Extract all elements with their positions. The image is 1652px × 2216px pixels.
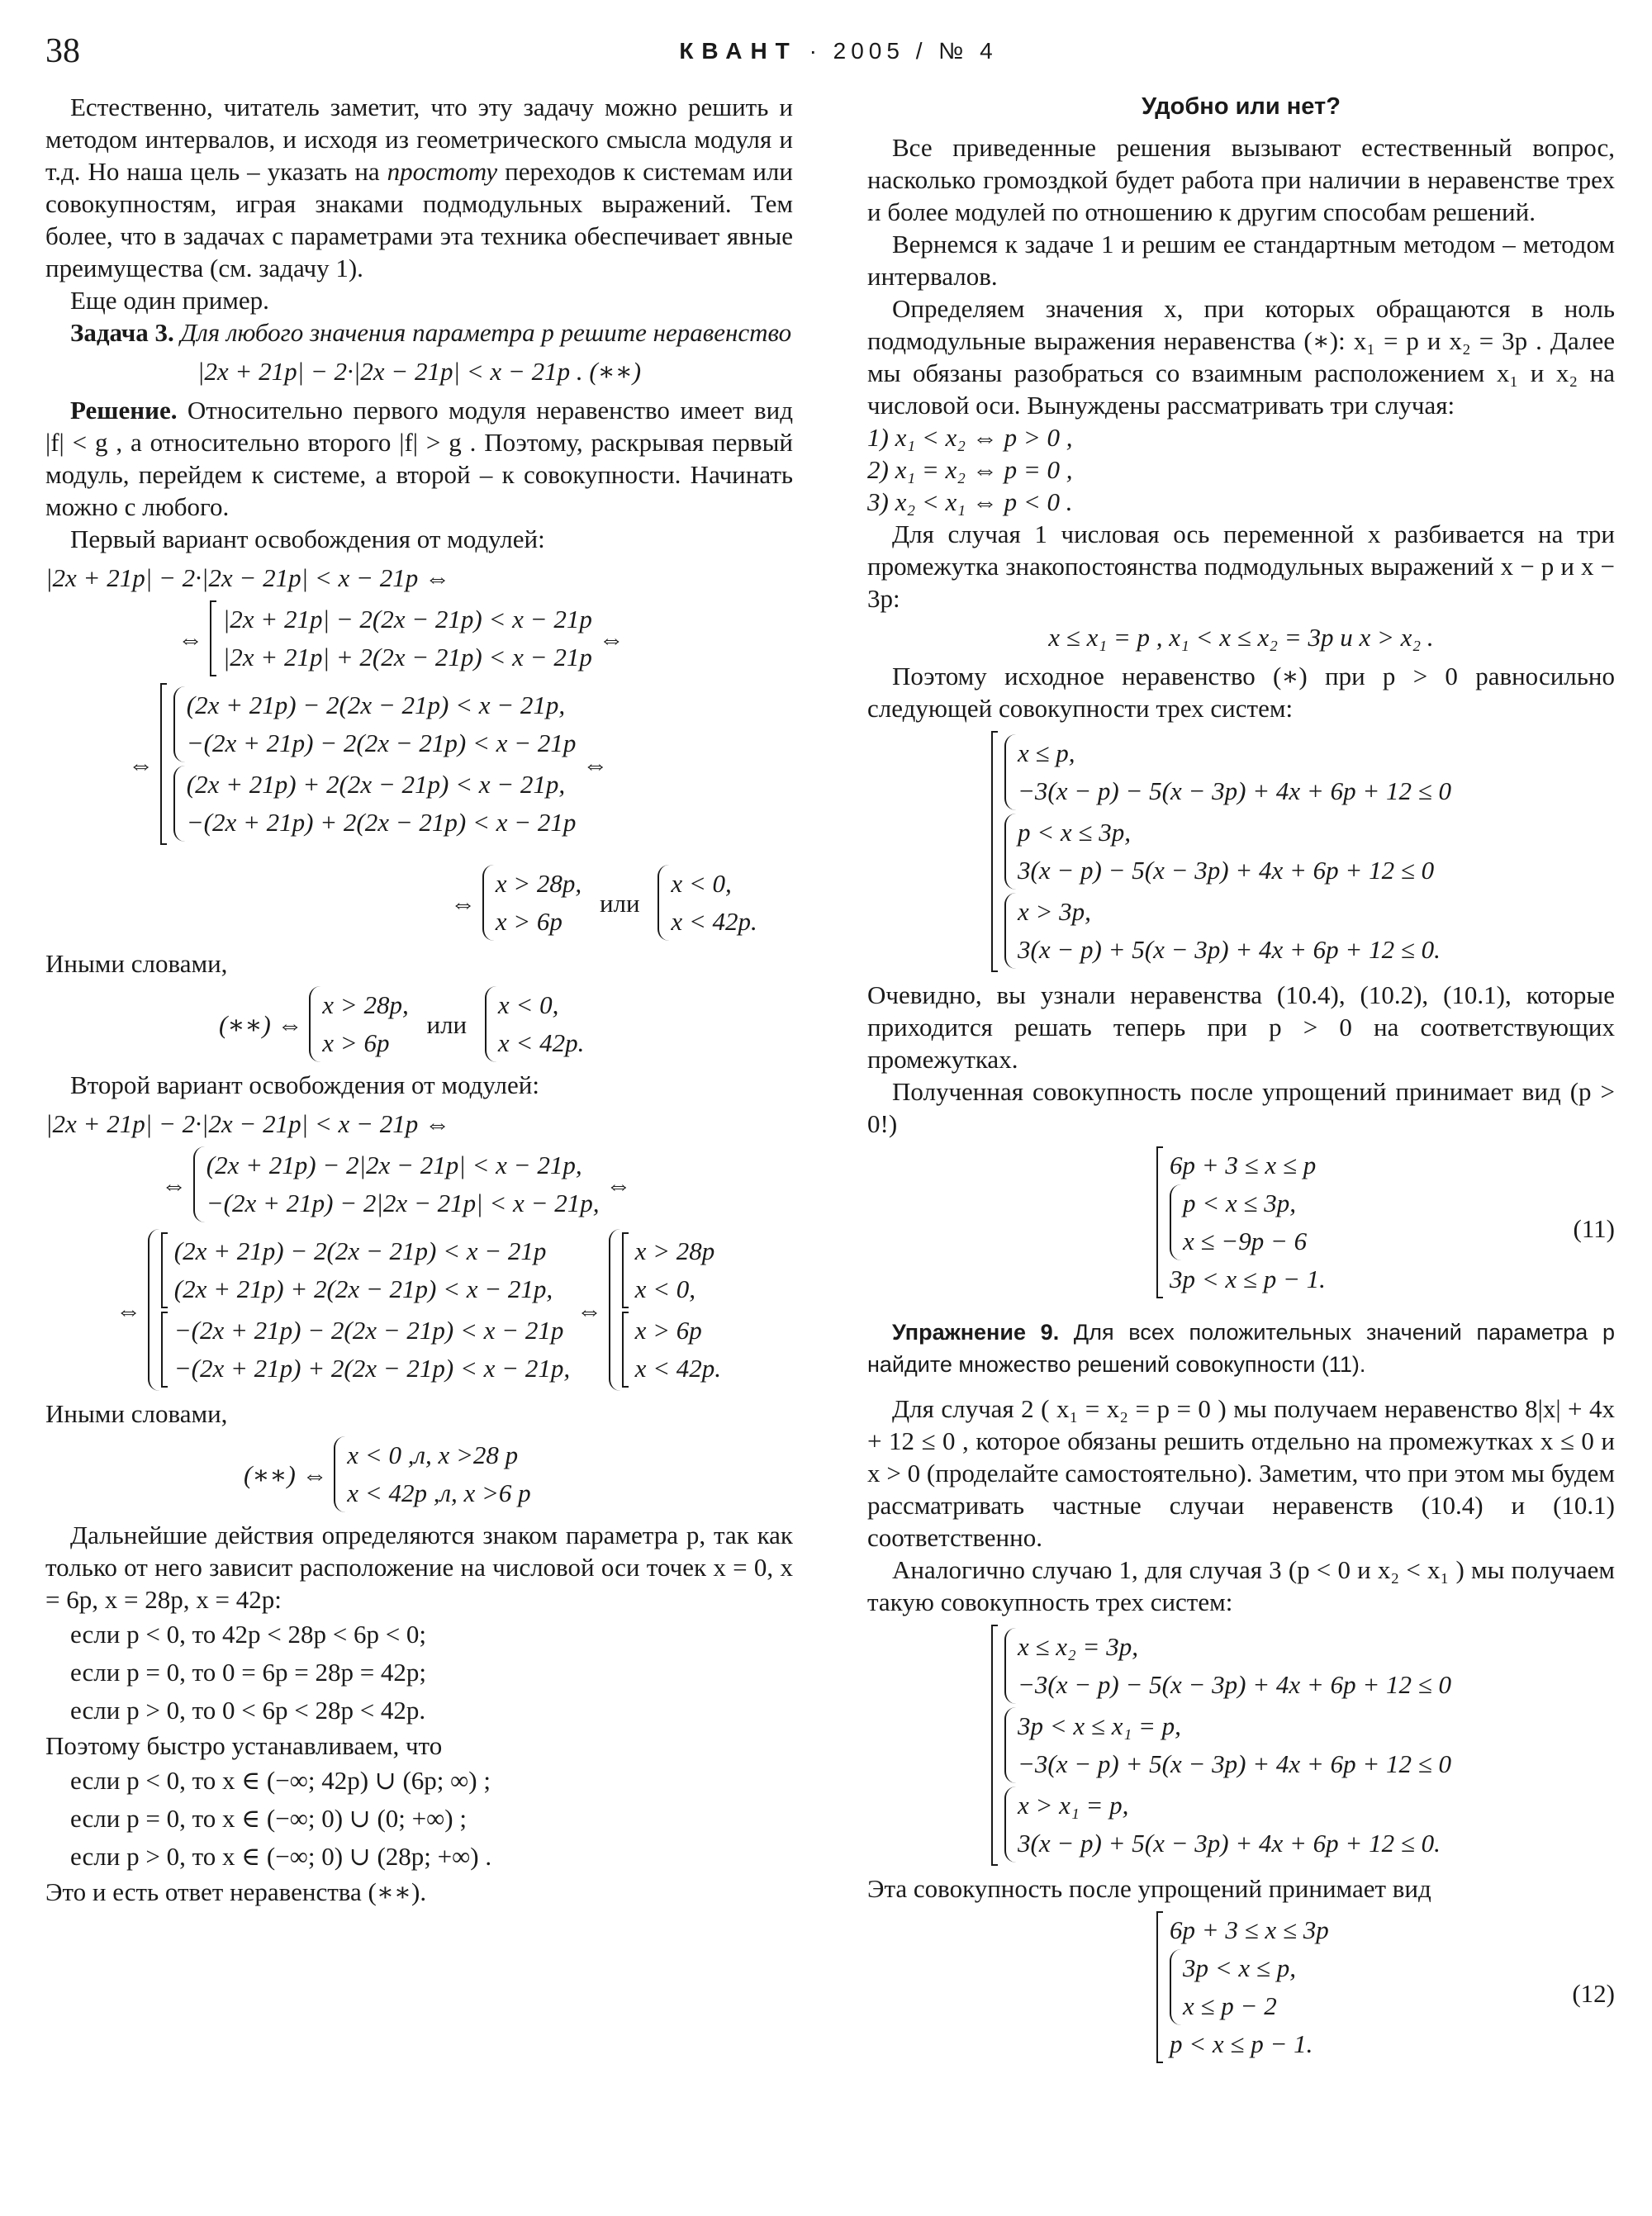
task-text: Для любого значения параметра p решите неравенство [180, 318, 792, 347]
formula-block [867, 1146, 1615, 1298]
brace-system [193, 1146, 600, 1222]
brace-system [334, 1436, 530, 1512]
text: или [426, 1009, 468, 1039]
paragraph [45, 91, 793, 284]
paragraph: Очевидно, вы узнали неравенства (10.4), (10.2), (10.1), которые приходится решать теперь при p > 0 на соответствующих промежутках. [867, 980, 1615, 1074]
brace-system [1170, 1949, 1329, 2025]
formula-line: x < 42p. [497, 1028, 585, 1057]
formula-line: 6p + 3 ≤ x ≤ p [1170, 1151, 1317, 1179]
formula-block [45, 986, 793, 1062]
formula-part: (∗∗) ⇔ [244, 1459, 328, 1489]
solution [45, 394, 793, 523]
formula-line: x > 28p, [322, 990, 409, 1019]
equation-number: (11) [1573, 1214, 1615, 1243]
text: Естественно, читатель заметит, что эту задачу можно решить и методом интервалов, и исходя из геометрического смысла модуля и т.д. Но наша цель – указать на [45, 93, 793, 186]
case-line: 1) x₁ < x₂ ⇔ p > 0 , [867, 423, 1073, 452]
paragraph: Поэтому быстро устанавливаем, что [45, 1731, 443, 1760]
case-line: если p = 0, то 0 = 6p = 28p = 42p; [70, 1658, 427, 1687]
formula-line: −(2x + 21p) − 2(2x − 21p) < x − 21p [173, 1316, 564, 1345]
formula-line: −3(x − p) − 5(x − 3p) + 4x + 6p + 12 ≤ 0 [1018, 1670, 1452, 1699]
formula-line: 6p + 3 ≤ x ≤ 3p [1170, 1915, 1329, 1944]
formula-block: ⇔ |2x + 21p| − 2(2x − 21p) < x − 21p |2x + 21p| + 2(2x − 21p) < x − 21p ⇔ [45, 600, 793, 676]
equation-number: (12) [1572, 1979, 1615, 2008]
paragraph: Вернемся к задаче 1 и решим ее стандартным методом – методом интервалов. [867, 230, 1615, 291]
main-inequality: |2x + 21p| − 2·|2x − 21p| < x − 21p . (∗∗) [197, 357, 642, 386]
paragraph: Поэтому исходное неравенство (∗) при p > 0 равносильно следующей совокупности трех систем: [867, 662, 1615, 723]
bracket-set [622, 1312, 721, 1388]
emphasis: простоту [387, 157, 498, 186]
exercise-label: Упражнение 9. [892, 1320, 1060, 1345]
formula-line: p < x ≤ 3p, [1183, 1189, 1296, 1217]
formula-line: x > 6p [495, 907, 563, 936]
page-header [45, 31, 1631, 81]
formula-line: x ≤ p, [1018, 738, 1075, 767]
formula-line: (2x + 21p) + 2(2x − 21p) < x − 21p, [186, 770, 566, 799]
formula-line: (2x + 21p) − 2|2x − 21p| < x − 21p, [206, 1151, 582, 1179]
formula-line: (2x + 21p) − 2(2x − 21p) < x − 21p [173, 1236, 547, 1265]
formula-block: ⇔ (2x + 21p) − 2(2x − 21p) < x − 21p, −(2x + 21p) − 2(2x − 21p) < x − 21p (2x + 21p) + 2(2x − 21p) < x − 21p, −(2x + 21p) + 2(2x − 21p) < x − 21p ⇔ [45, 683, 793, 845]
formula-line: p < x ≤ p − 1. [1170, 2029, 1313, 2058]
bracket-set [1156, 1911, 1329, 2063]
formula-line: x < 0 ,л, x >28 p [347, 1440, 519, 1469]
journal-issue: · 2005 / № 4 [809, 38, 998, 64]
formula-line: −3(x − p) − 5(x − 3p) + 4x + 6p + 12 ≤ 0 [1018, 776, 1452, 805]
case-line: если p < 0, то 42p < 28p < 6p < 0; [70, 1620, 427, 1649]
formula-block: ⇔ (2x + 21p) − 2|2x − 21p| < x − 21p, −(2x + 21p) − 2|2x − 21p| < x − 21p, ⇔ [45, 1146, 793, 1222]
task-3 [45, 316, 793, 349]
case-line: если p > 0, то 0 < 6p < 28p < 42p. [70, 1696, 426, 1725]
formula-line: 3(x − p) − 5(x − 3p) + 4x + 6p + 12 ≤ 0 [1018, 856, 1435, 885]
formula-line: x > 28p, [495, 869, 582, 898]
bracket-set [161, 1232, 570, 1308]
paragraph: Это и есть ответ неравенства (∗∗). [45, 1877, 427, 1906]
brace-system [1004, 814, 1451, 890]
paragraph: Определяем значения x, при которых обращаются в ноль подмодульные выражения неравенства (∗): x₁ = p и x₂ = 3p . Далее мы обязаны разобраться со взаимным расположением x₁ и x₂ на числовой оси. Вынуждены рассматривать три случая: [867, 294, 1615, 420]
bracket-set [991, 731, 1451, 972]
answer-line: если p = 0, то x ∈ (−∞; 0) ∪ (0; +∞) ; [70, 1804, 467, 1833]
brace-system [482, 865, 582, 941]
formula-line: x < 42p. [634, 1354, 722, 1383]
formula-line: x > 6p [322, 1028, 390, 1057]
text: переходов к системам или совокупностям, играя знаками подмодульных выражений. Тем более, что в задачах с параметрами эта техника обеспечивает явные преимущества (см. задачу 1). [45, 157, 793, 282]
formula-part: (∗∗) ⇔ [219, 1009, 303, 1039]
exercise-9 [867, 1317, 1615, 1381]
paragraph: Дальнейшие действия определяются знаком параметра p, так как только от него зависит расположение на числовой оси точек x = 0, x = 6p, x = 28p, x = 42p: [45, 1521, 793, 1614]
formula-line: x > 28p [634, 1236, 715, 1265]
formula-block [867, 731, 1615, 972]
bracket-set [210, 600, 592, 676]
brace-set [148, 1229, 570, 1391]
formula-line: 3p < x ≤ x₁ = p, [1018, 1711, 1181, 1740]
brace-system [1004, 734, 1451, 810]
paragraph: Аналогично случаю 1, для случая 3 (p < 0 и x₂ < x₁ ) мы получаем такую совокупность трех систем: [867, 1555, 1615, 1616]
formula: |2x + 21p| − 2·|2x − 21p| < x − 21p ⇔ [45, 1109, 450, 1138]
formula: x ≤ x₁ = p , x₁ < x ≤ x₂ = 3p и x > x₂ . [1048, 623, 1434, 652]
bracket-set [991, 1625, 1451, 1866]
text: или [599, 888, 640, 918]
section-title: Удобно или нет? [1142, 93, 1341, 120]
brace-system [1004, 1628, 1451, 1704]
brace-system [1170, 1184, 1326, 1260]
paragraph: Полученная совокупность после упрощений принимает вид (p > 0!) [867, 1077, 1615, 1138]
paragraph: Эта совокупность после упрощений принимает вид [867, 1874, 1431, 1903]
brace-system [173, 766, 577, 842]
bracket-set [622, 1232, 721, 1308]
journal-name: КВАНТ [679, 38, 798, 64]
formula-line: x ≤ −9p − 6 [1183, 1227, 1308, 1255]
formula-line: x < 0, [671, 869, 732, 898]
bracket-set [161, 1312, 570, 1388]
task-label: Задача 3. [70, 318, 174, 347]
formula-line: −3(x − p) + 5(x − 3p) + 4x + 6p + 12 ≤ 0 [1018, 1749, 1452, 1778]
formula-line: x ≤ x₂ = 3p, [1018, 1632, 1138, 1661]
formula-line: x < 42p ,л, x >6 p [347, 1478, 531, 1507]
formula-line: −(2x + 21p) + 2(2x − 21p) < x − 21p, [173, 1354, 571, 1383]
paragraph: Второй вариант освобождения от модулей: [70, 1070, 539, 1099]
case-line: 2) x₁ = x₂ ⇔ p = 0 , [867, 455, 1073, 484]
formula-line: 3p < x ≤ p − 1. [1170, 1265, 1326, 1293]
answer-line: если p > 0, то x ∈ (−∞; 0) ∪ (28p; +∞) . [70, 1842, 492, 1871]
brace-system [485, 986, 584, 1062]
formula-block: ⇔ x > 28p, x > 6p или x < 0, x < 42p. [45, 865, 793, 941]
formula-line: (2x + 21p) − 2(2x − 21p) < x − 21p, [186, 690, 566, 719]
brace-system [1004, 1787, 1451, 1862]
formula: |2x + 21p| − 2·|2x − 21p| < x − 21p ⇔ [45, 563, 450, 592]
right-column [867, 91, 1615, 2070]
formula-block [867, 1625, 1615, 1866]
formula-line: x ≤ p − 2 [1183, 1991, 1277, 2020]
formula-line: 3(x − p) + 5(x − 3p) + 4x + 6p + 12 ≤ 0. [1018, 1829, 1441, 1858]
text: Относительно первого модуля неравенство имеет вид |f| < g , а относительно второго |f| > g . Поэтому, раскрывая первый модуль, перейдем к системе, а второй – к совокупности. Начинать можно с любого. [45, 396, 793, 521]
formula-line: |2x + 21p| − 2(2x − 21p) < x − 21p [222, 605, 592, 633]
formula-line: x > x₁ = p, [1018, 1791, 1129, 1820]
formula-line: x > 3p, [1018, 897, 1091, 926]
formula-line: x < 0, [497, 990, 559, 1019]
paragraph: Для случая 2 ( x₁ = x₂ = p = 0 ) мы получаем неравенство 8|x| + 4x + 12 ≤ 0 , которое обязаны решить отдельно на промежутках x ≤ 0 и x > 0 (проделайте самостоятельно). Заметим, что при этом мы будем рассматривать частные случаи неравенств (10.4) и (10.1) соответственно. [867, 1394, 1615, 1552]
solution-label: Решение. [70, 396, 178, 425]
formula-line: −(2x + 21p) − 2|2x − 21p| < x − 21p, [206, 1189, 600, 1217]
page-number: 38 [45, 32, 80, 70]
brace-system [1004, 1707, 1451, 1783]
formula-line: −(2x + 21p) − 2(2x − 21p) < x − 21p [186, 728, 577, 757]
brace-system [309, 986, 408, 1062]
paragraph: Первый вариант освобождения от модулей: [70, 524, 545, 553]
paragraph: Иными словами, [45, 1399, 228, 1428]
formula-line: 3p < x ≤ p, [1183, 1953, 1296, 1982]
brace-set [609, 1229, 721, 1391]
paragraph: Для случая 1 числовая ось переменной x разбивается на три промежутка знакопостоянства подмодульных выражений x − p и x − 3p: [867, 520, 1615, 613]
journal-title [45, 38, 1631, 64]
paragraph: Еще один пример. [70, 286, 269, 315]
brace-system [657, 865, 757, 941]
bracket-set [1156, 1146, 1326, 1298]
brace-system [1004, 893, 1451, 969]
formula-block [867, 1911, 1615, 2063]
formula-line: (2x + 21p) + 2(2x − 21p) < x − 21p, [173, 1274, 553, 1303]
formula-line: p < x ≤ 3p, [1018, 818, 1131, 847]
paragraph: Все приведенные решения вызывают естественный вопрос, насколько громоздкой будет работа при наличии в неравенстве трех и более модулей по отношению к другим способам решений. [867, 133, 1615, 226]
paragraph: Иными словами, [45, 949, 228, 978]
formula-block [45, 1436, 793, 1512]
exercise-text: Для всех положительных значений параметра p найдите множество решений совокупности (11). [867, 1320, 1615, 1377]
brace-system [173, 686, 577, 762]
left-column [45, 91, 793, 1908]
answer-line: если p < 0, то x ∈ (−∞; 42p) ∪ (6p; ∞) ; [70, 1766, 491, 1795]
bracket-set [160, 683, 577, 845]
formula-line: x < 0, [634, 1274, 696, 1303]
case-line: 3) x₂ < x₁ ⇔ p < 0 . [867, 487, 1073, 516]
formula-block: ⇔ (2x + 21p) − 2(2x − 21p) < x − 21p (2x + 21p) + 2(2x − 21p) < x − 21p, −(2x + 21p) − 2(2x − 21p) < x − 21p −(2x + 21p) + 2(2x − 21p) < x − 21p, ⇔ x > 28p x < 0, x > 6p x < 42p. [45, 1229, 793, 1391]
formula-line: |2x + 21p| + 2(2x − 21p) < x − 21p [222, 643, 592, 671]
formula-line: x < 42p. [671, 907, 757, 936]
formula-line: 3(x − p) + 5(x − 3p) + 4x + 6p + 12 ≤ 0. [1018, 935, 1441, 964]
formula-line: −(2x + 21p) + 2(2x − 21p) < x − 21p [186, 808, 577, 837]
formula-line: x > 6p [634, 1316, 702, 1345]
